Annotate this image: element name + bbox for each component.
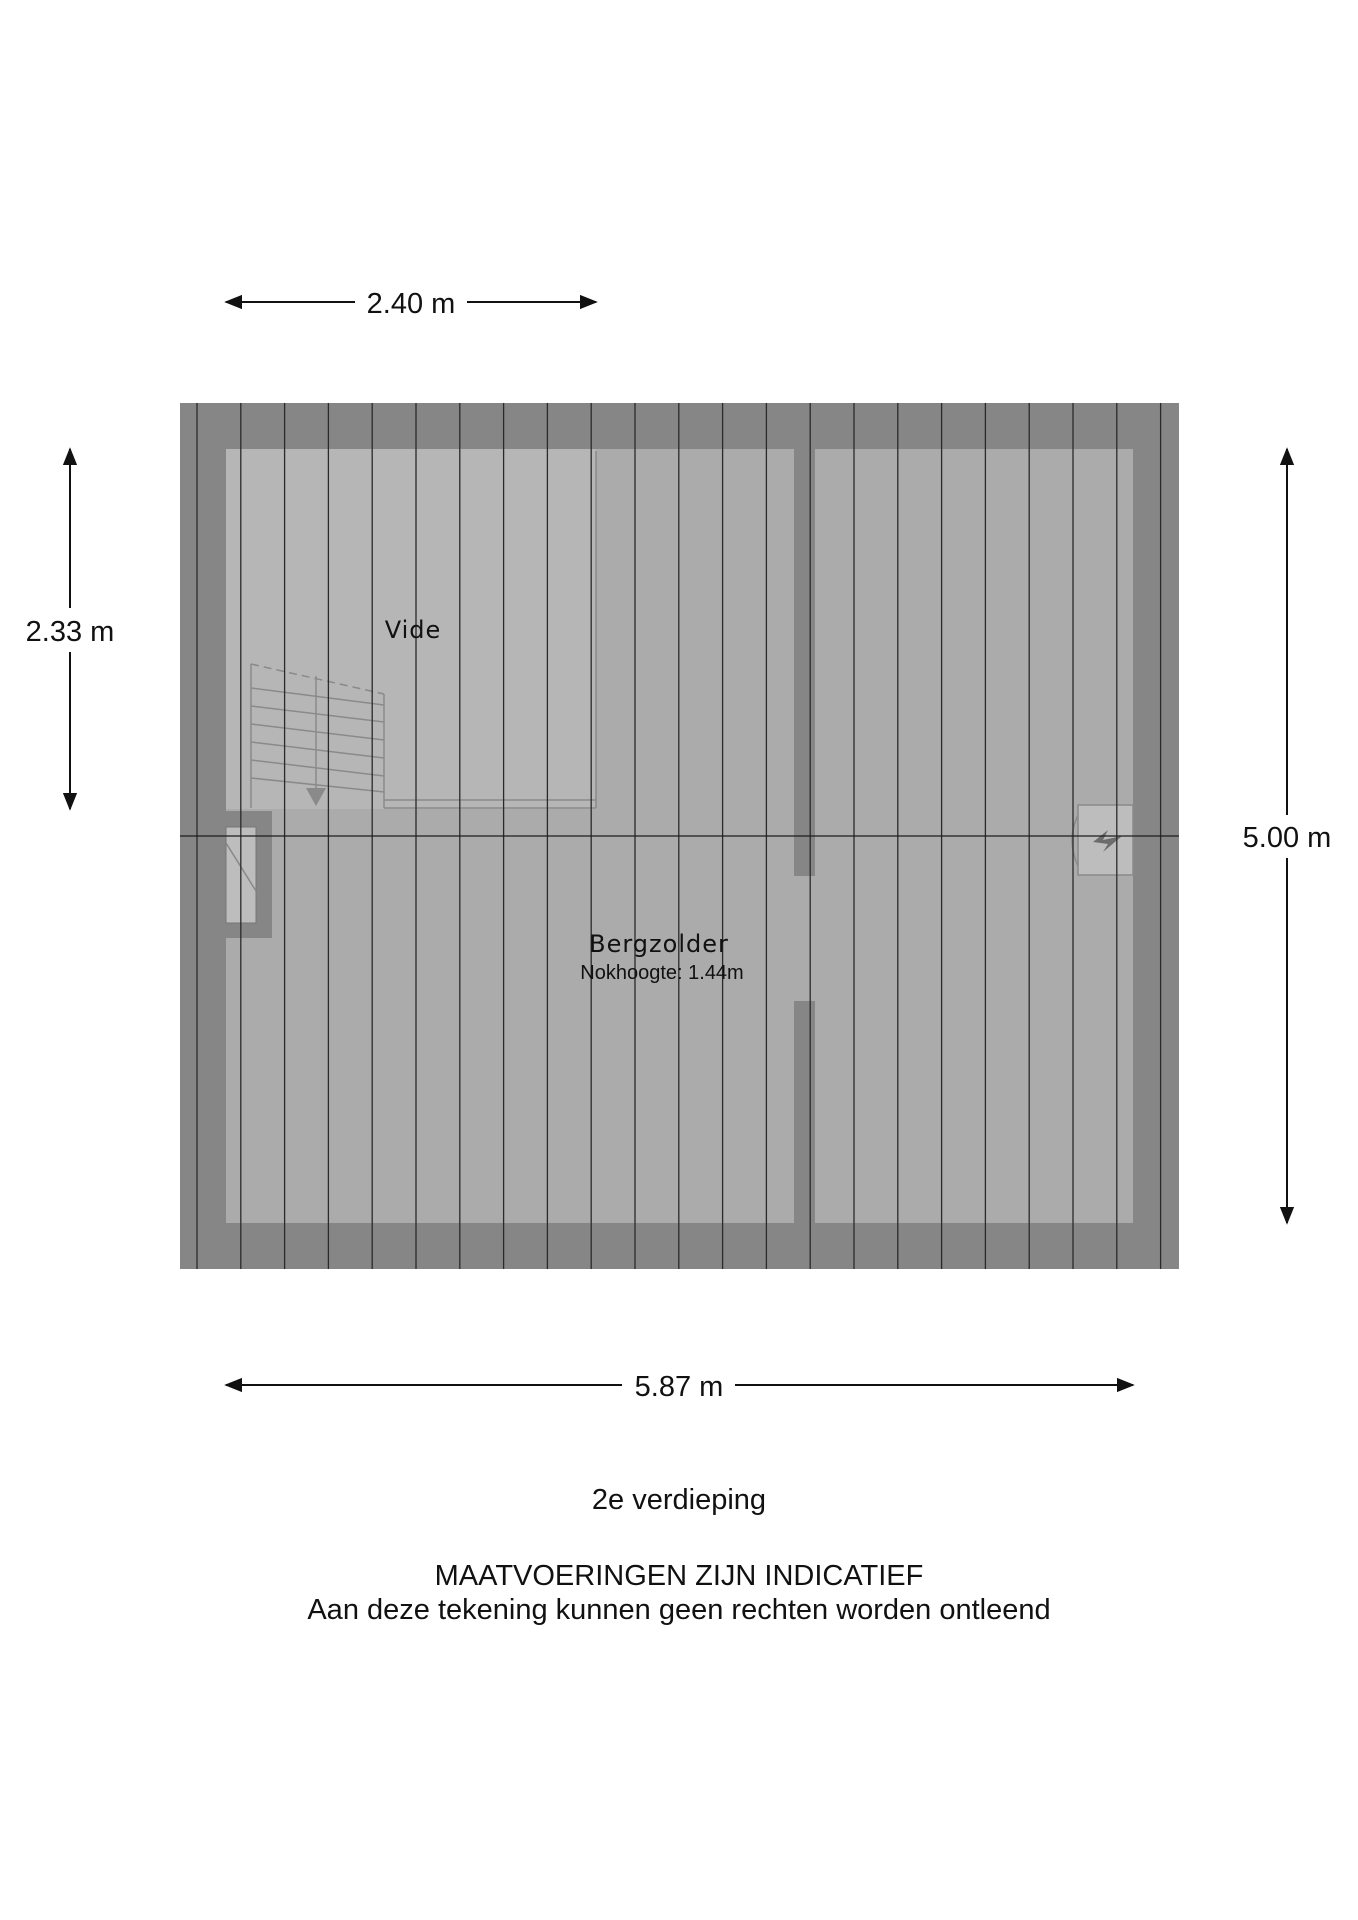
internal-wall-upper [794, 449, 815, 876]
wall-opening [794, 876, 815, 1001]
disclaimer-text: Aan deze tekening kunnen geen rechten worden ontleend [307, 1594, 1051, 1626]
dimension-left [26, 449, 115, 809]
dimension-bottom [226, 1371, 1133, 1403]
internal-wall-lower [794, 1001, 815, 1223]
dimension-bottom-label: 5.87 m [634, 1371, 724, 1403]
dimension-right [1243, 449, 1332, 1223]
dimension-top [226, 288, 596, 320]
ridge-height-label: Nokhoogte: 1.44m [580, 962, 744, 984]
disclaimer-title: MAATVOERINGEN ZIJN INDICATIEF [434, 1560, 924, 1592]
dimension-top-label: 2.40 m [366, 288, 456, 320]
floor-label: 2e verdieping [591, 1484, 767, 1516]
room-label-vide: Vide [384, 616, 442, 644]
dimension-left-label: 2.33 m [25, 616, 115, 648]
dimension-right-label: 5.00 m [1242, 822, 1332, 854]
chimney [1072, 805, 1133, 875]
room-label-bergzolder: Bergzolder [589, 930, 729, 958]
